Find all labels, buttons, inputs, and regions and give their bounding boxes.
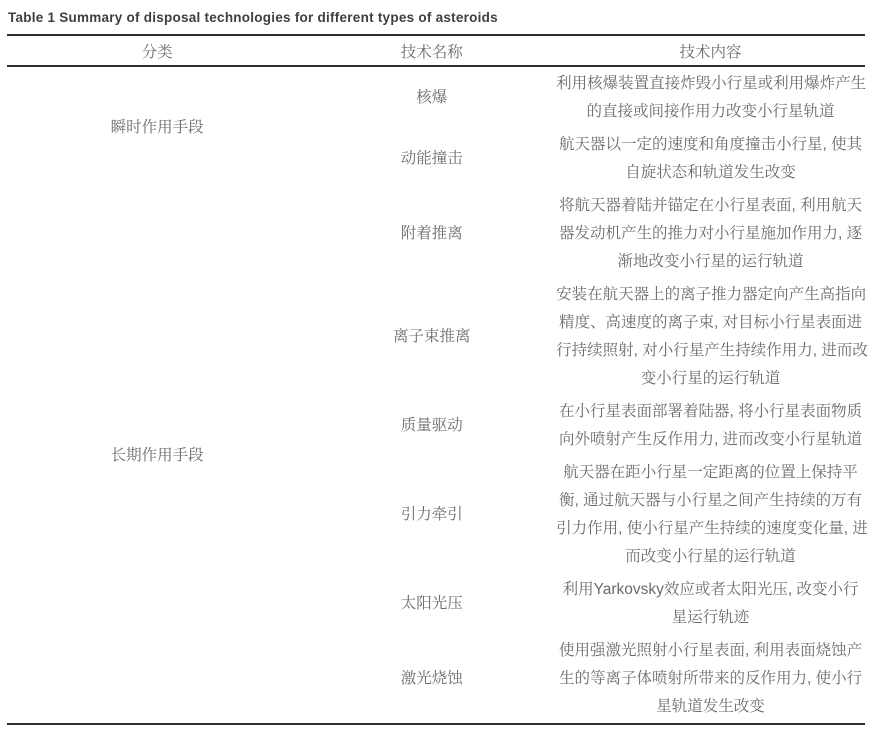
- table-header-row: [7, 35, 865, 66]
- tech-content-line: 行持续照射, 对小行星产生持续作用力, 进而改: [556, 341, 868, 359]
- tech-content-cell: [556, 128, 865, 189]
- tech-content-line: 使用强激光照射小行星表面, 利用表面烧蚀产: [558, 641, 863, 659]
- tech-name-cell: 激光烧蚀: [400, 669, 463, 687]
- tech-content-line: 星轨道发生改变: [656, 697, 765, 715]
- table-title: Table 1 Summary of disposal technologies for different types of asteroids: [8, 10, 498, 25]
- tech-name-cell: 核爆: [416, 88, 448, 106]
- tech-name-cell: 动能撞击: [400, 149, 463, 167]
- category-cell: 长期作用手段: [110, 447, 204, 464]
- disposal-technologies-table: [7, 34, 868, 725]
- tech-content-line: 利用Yarkovsky效应或者太阳光压, 改变小行: [562, 580, 859, 598]
- table-row: [7, 66, 865, 128]
- tech-content-line: 而改变小行星的运行轨道: [625, 547, 796, 565]
- tech-content-line: 航天器在距小行星一定距离的位置上保持平: [563, 463, 858, 481]
- tech-content-cell: [556, 189, 865, 278]
- tech-content-line: 将航天器着陆并锚定在小行星表面, 利用航天: [558, 196, 863, 214]
- tech-content-line: 自旋状态和轨道发生改变: [625, 163, 796, 181]
- tech-name-cell: 太阳光压: [400, 594, 463, 612]
- tech-name-cell: 引力牵引: [400, 505, 463, 523]
- tech-content-line: 引力作用, 使小行星产生持续的速度变化量, 进: [556, 519, 868, 537]
- tech-content-line: 在小行星表面部署着陆器, 将小行星表面物质: [558, 402, 863, 420]
- tech-content-line: 衡, 通过航天器与小行星之间产生持续的万有: [558, 491, 863, 509]
- tech-content-cell: [556, 66, 865, 128]
- tech-content-line: 变小行星的运行轨道: [640, 369, 781, 387]
- tech-name-cell: 质量驱动: [400, 416, 463, 434]
- tech-content-cell: [556, 456, 868, 573]
- tech-content-line: 安装在航天器上的离子推力器定向产生高指向: [556, 285, 867, 303]
- tech-content-line: 航天器以一定的速度和角度撞击小行星, 使其: [558, 135, 863, 153]
- tech-content-line: 渐地改变小行星的运行轨道: [617, 252, 804, 270]
- tech-content-line: 器发动机产生的推力对小行星施加作用力, 逐: [558, 224, 863, 242]
- tech-content-line: 生的等离子体喷射所带来的反作用力, 使小行: [558, 669, 863, 687]
- header-tech-content: 技术内容: [679, 43, 742, 61]
- tech-content-line: 向外喷射产生反作用力, 进而改变小行星轨道: [558, 430, 863, 448]
- table-row: [7, 189, 865, 278]
- tech-content-line: 的直接或间接作用力改变小行星轨道: [586, 102, 835, 120]
- tech-content-line: 利用核爆装置直接炸毁小行星或利用爆炸产生: [556, 74, 867, 92]
- tech-content-line: 精度、高速度的离子束, 对目标小行星表面进: [558, 313, 863, 331]
- table-body: [7, 66, 868, 724]
- tech-content-line: 星运行轨迹: [671, 608, 750, 626]
- tech-content-cell: [556, 573, 865, 634]
- tech-name-cell: 附着推离: [400, 224, 463, 242]
- header-tech-name: 技术名称: [400, 43, 463, 61]
- tech-name-cell: 离子束推离: [392, 327, 471, 345]
- header-category: 分类: [141, 43, 173, 61]
- category-cell: 瞬时作用手段: [110, 119, 204, 136]
- tech-content-cell: [556, 278, 868, 395]
- tech-content-cell: [556, 395, 865, 456]
- tech-content-cell: [556, 634, 865, 724]
